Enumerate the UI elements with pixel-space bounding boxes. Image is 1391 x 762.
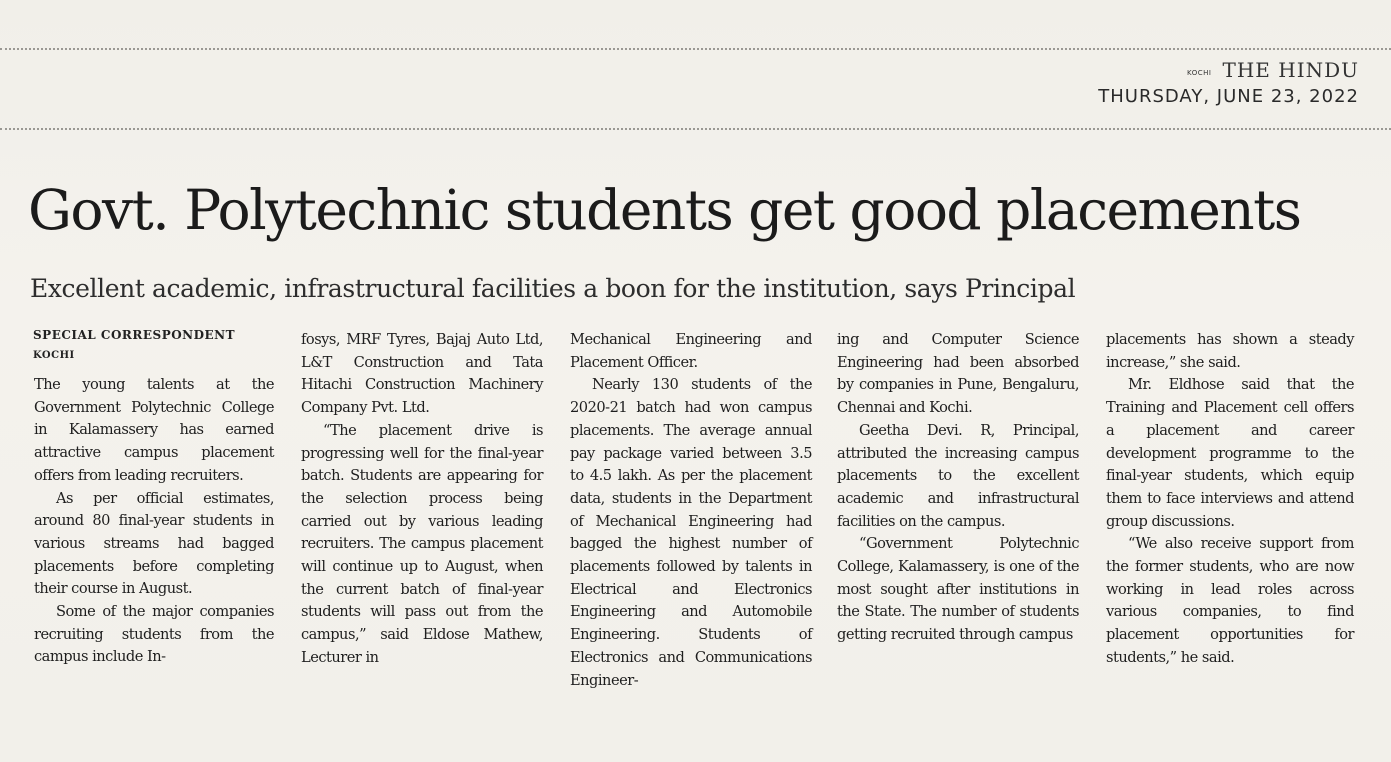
top-dotted-rule — [0, 48, 1391, 50]
article-column-1 — [34, 374, 274, 669]
article-column-3 — [570, 329, 812, 692]
publication-date: THURSDAY, JUNE 23, 2022 — [1098, 86, 1359, 107]
subheadline: Excellent academic, infrastructural facilities a boon for the institution, says Principal — [30, 274, 1076, 303]
paragraph: “We also receive support from the former students, who are now working in lead roles across various companies, to find placement opportunities for students,” he said. — [1106, 535, 1354, 666]
paragraph: Geetha Devi. R, Principal, attributed the increasing campus placements to the excellent academic and infrastructural facilities on the campus. — [837, 421, 1079, 530]
article-column-4 — [837, 329, 1079, 647]
newspaper-name: THE HINDU — [1222, 58, 1359, 82]
dateline: KOCHI — [33, 350, 75, 361]
article-column-5 — [1106, 329, 1354, 670]
masthead-city: KOCHI — [1186, 68, 1212, 77]
article-column-2 — [301, 329, 543, 670]
paragraph: fosys, MRF Tyres, Bajaj Auto Ltd, L&T Construction and Tata Hitachi Construction Machinery Company Pvt. Ltd. — [301, 331, 543, 417]
paragraph: “The placement drive is progressing well for the final-year batch. Students are appearing for the selection process being carried out by various leading recruiters. The campus placement will continue up to August, when the current batch of final-year students will pass out from the campus,” said Eldose Mathew, Lecturer in — [301, 421, 543, 666]
paragraph: Mr. Eldhose said that the Training and Placement cell offers a placement and career development programme to the final-year students, which equip them to face interviews and attend group discussions. — [1106, 376, 1354, 530]
headline: Govt. Polytechnic students get good placements — [28, 178, 1301, 242]
paragraph: Nearly 130 students of the 2020-21 batch had won campus placements. The average annual pay package varied between 3.5 to 4.5 lakh. As per the placement data, students in the Department of Mechanical Engineering had bagged the highest number of placements followed by talents in Electrical and Electronics Engineering and Automobile Engineering. Students of Electronics and Communications Engineer- — [570, 376, 812, 689]
paragraph: “Government Polytechnic College, Kalamassery, is one of the most sought after institutions in the State. The number of students getting recruited through campus — [837, 535, 1079, 644]
byline: SPECIAL CORRESPONDENT — [33, 328, 236, 342]
paragraph: Mechanical Engineering and Placement Officer. — [570, 331, 812, 371]
paragraph: Some of the major companies recruiting students from the campus include In- — [34, 603, 274, 666]
paragraph: As per official estimates, around 80 final-year students in various streams had bagged placements before completing their course in August. — [34, 489, 274, 598]
paragraph: ing and Computer Science Engineering had been absorbed by companies in Pune, Bengaluru, Chennai and Kochi. — [837, 331, 1079, 417]
masthead — [1098, 58, 1359, 107]
paragraph: The young talents at the Government Polytechnic College in Kalamassery has earned attractive campus placement offers from leading recruiters. — [34, 376, 274, 484]
paragraph: placements has shown a steady increase,” she said. — [1106, 331, 1354, 371]
header-dotted-rule — [0, 128, 1391, 130]
